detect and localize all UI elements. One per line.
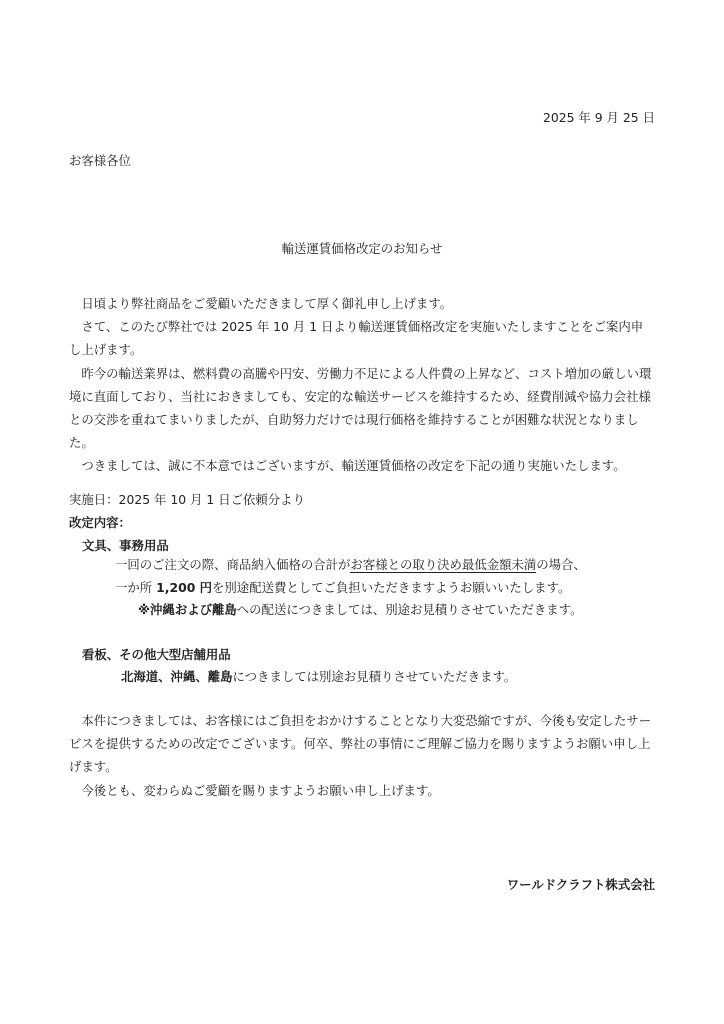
item1-note bbox=[138, 600, 582, 618]
item2-text: につきましては別途お見積りさせていただきます。 bbox=[232, 669, 517, 684]
item1-note-region: ※沖縄および離島 bbox=[138, 602, 237, 617]
greeting-paragraph: 日頃より弊社商品をご愛顧いただきまして厚く御礼申し上げます。 bbox=[81, 296, 453, 311]
background-paragraph: 昨今の輸送業界は、燃料費の高騰や円安、労働力不足による人件費の上昇など、コスト増加の厳しい環境に直面しており、当社におきましても、安定的な輸送サービスを維持するため、経費削減や協力会社様との交渉を重ねてまいりましたが、自助努力だけでは現行価格を維持することが困難な状況となりました。 bbox=[69, 365, 652, 451]
document-date: 2025 年 9 月 25 日 bbox=[542, 110, 655, 125]
closing-section bbox=[69, 709, 655, 802]
effective-date: 実施日：2025 年 10 月 1 日ご依頼分より bbox=[69, 492, 305, 507]
item1-note-text: への配送につきましては、別途お見積りさせていただきます。 bbox=[236, 602, 583, 617]
item1-heading: 文具、事務用品 bbox=[82, 538, 169, 553]
announcement-paragraph: さて、このたび弊社では 2025 年 10 月 1 日より輸送運賃価格改定を実施いたしますことをご案内申し上げます。 bbox=[69, 319, 644, 358]
closing-paragraph: 本件につきましては、お客様にはご負担をおかけすることとなり大変恐縮ですが、今後も安定したサービスを提供するための改定でございます。何卒、弊社の事情にご理解ご協力を賜りますようお願い申し上げます。 bbox=[69, 713, 652, 775]
item1-fee-amount: 1,200 円 bbox=[156, 580, 213, 595]
item2-text-line bbox=[121, 667, 516, 685]
item2-regions: 北海道、沖縄、離島 bbox=[121, 669, 233, 684]
company-name: ワールドクラフト株式会社 bbox=[506, 877, 655, 892]
contents-label: 改定内容： bbox=[69, 515, 131, 530]
final-greeting-paragraph: 今後とも、変わらぬご愛顧を賜りますようお願い申し上げます。 bbox=[81, 782, 440, 798]
item1-fee-line bbox=[115, 578, 570, 596]
item1-condition-suffix: の場合、 bbox=[536, 557, 586, 572]
document-title: 輸送運賃価格改定のお知らせ bbox=[281, 241, 443, 256]
item1-condition-underlined: お客様との取り決め最低金額未満 bbox=[350, 557, 537, 572]
item1-condition-line bbox=[115, 555, 586, 573]
item2-heading: 看板、その他大型店舗用品 bbox=[82, 647, 231, 662]
item1-fee-suffix: を別途配送費としてご負担いただきますようお願いいたします。 bbox=[212, 580, 571, 595]
addressee: お客様各位 bbox=[69, 153, 131, 168]
item1-fee-prefix: 一か所 bbox=[115, 580, 157, 595]
item1-condition-prefix: 一回のご注文の際、商品納入価格の合計が bbox=[115, 557, 351, 572]
greeting-section bbox=[69, 292, 655, 478]
notice-paragraph: つきましては、誠に不本意ではございますが、輸送運賃価格の改定を下記の通り実施いたします。 bbox=[81, 458, 626, 474]
